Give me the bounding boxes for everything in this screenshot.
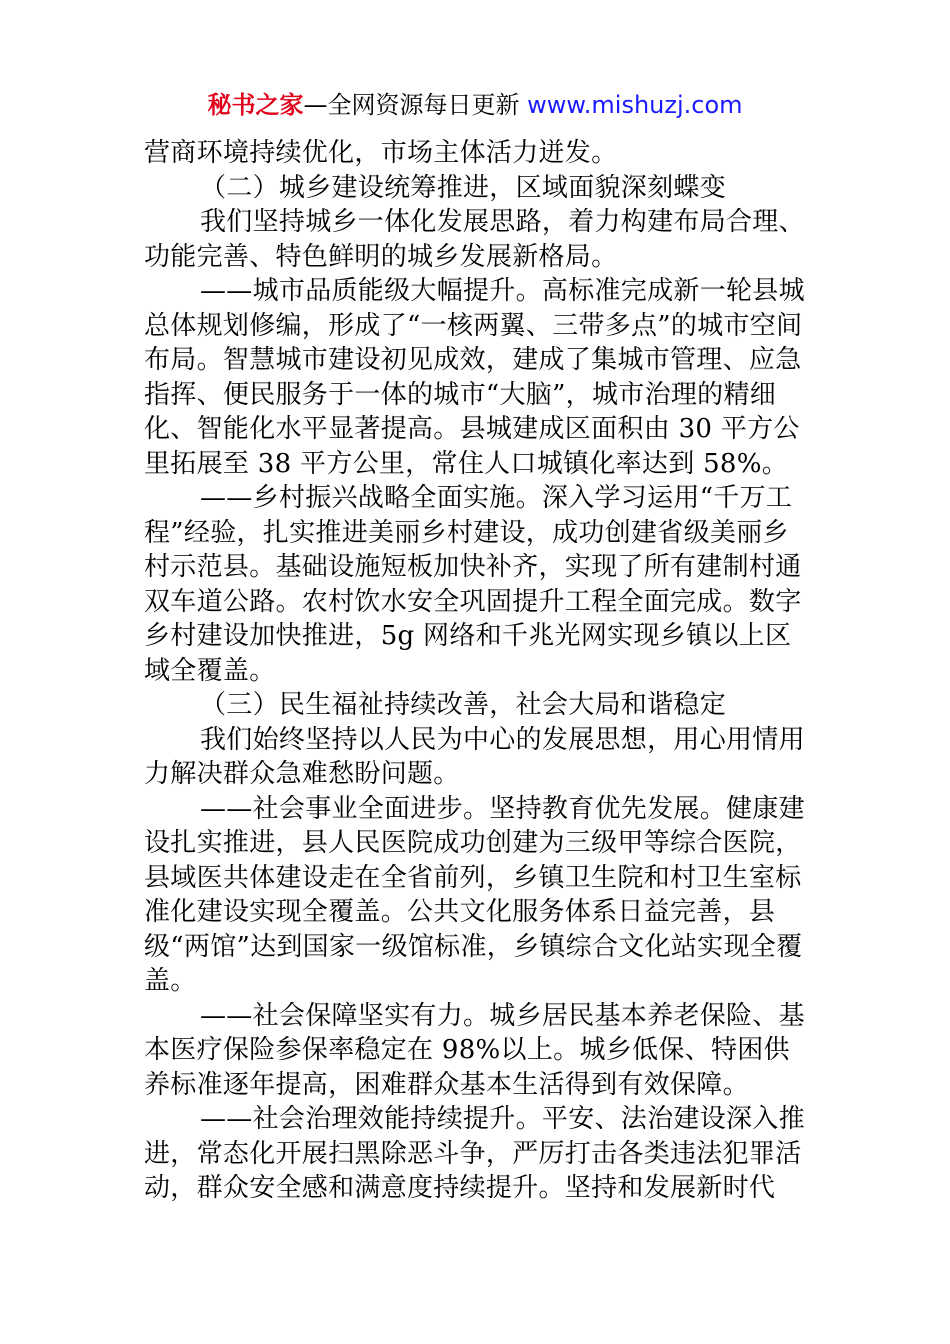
paragraph: ——社会治理效能持续提升。平安、法治建设深入推进，常态化开展扫黑除恶斗争，严厉打击各类违法犯罪活动，群众安全感和满意度持续提升。坚持和发展新时代 [144,1104,805,1203]
header-tagline: —全网资源每日更新 [303,91,520,119]
page-header [0,90,950,120]
section-heading: （二）城乡建设统筹推进，区域面貌深刻蝶变 [200,172,727,203]
header-brand: 秘书之家 [207,91,304,119]
paragraph: ——社会事业全面进步。坚持教育优先发展。健康建设扎实推进，县人民医院成功创建为三级甲等综合医院，县域医共体建设走在全省前列，乡镇卫生院和村卫生室标准化建设实现全覆盖。公共文化服务体系日益完善，县级“两馆”达到国家一级馆标准，乡镇综合文化站实现全覆盖。 [144,793,805,996]
section-heading: （三）民生福祉持续改善，社会大局和谐稳定 [200,690,727,720]
paragraph: 我们坚持城乡一体化发展思路，着力构建布局合理、功能完善、特色鲜明的城乡发展新格局。 [144,207,805,272]
paragraph: ——城市品质能级大幅提升。高标准完成新一轮县城总体规划修编，形成了“一核两翼、三带多点”的城市空间布局。智慧城市建设初见成效，建成了集城市管理、应急指挥、便民服务于一体的城市“大脑”，城市治理的精细化、智能化水平显著提高。县城建成区面积由 30 平方公里拓展至 38 平方公里，常住人口城镇化率达到 58%。 [144,276,805,479]
paragraph: 我们始终坚持以人民为中心的发展思想，用心用情用力解决群众急难愁盼问题。 [144,724,805,789]
paragraph: 营商环境持续优化，市场主体活力迸发。 [144,138,618,168]
document-body [144,136,808,1206]
paragraph: ——社会保障坚实有力。城乡居民基本养老保险、基本医疗保险参保率稳定在 98%以上。城乡低保、特困供养标准逐年提高，困难群众基本生活得到有效保障。 [144,1000,805,1100]
paragraph: ——乡村振兴战略全面实施。深入学习运用“千万工程”经验，扎实推进美丽乡村建设，成功创建省级美丽乡村示范县。基础设施短板加快补齐，实现了所有建制村通双车道公路。农村饮水安全巩固提升工程全面完成。数字乡村建设加快推进，5g 网络和千兆光网实现乡镇以上区域全覆盖。 [144,483,802,686]
header-url-link[interactable]: www.mishuzj.com [527,91,743,119]
